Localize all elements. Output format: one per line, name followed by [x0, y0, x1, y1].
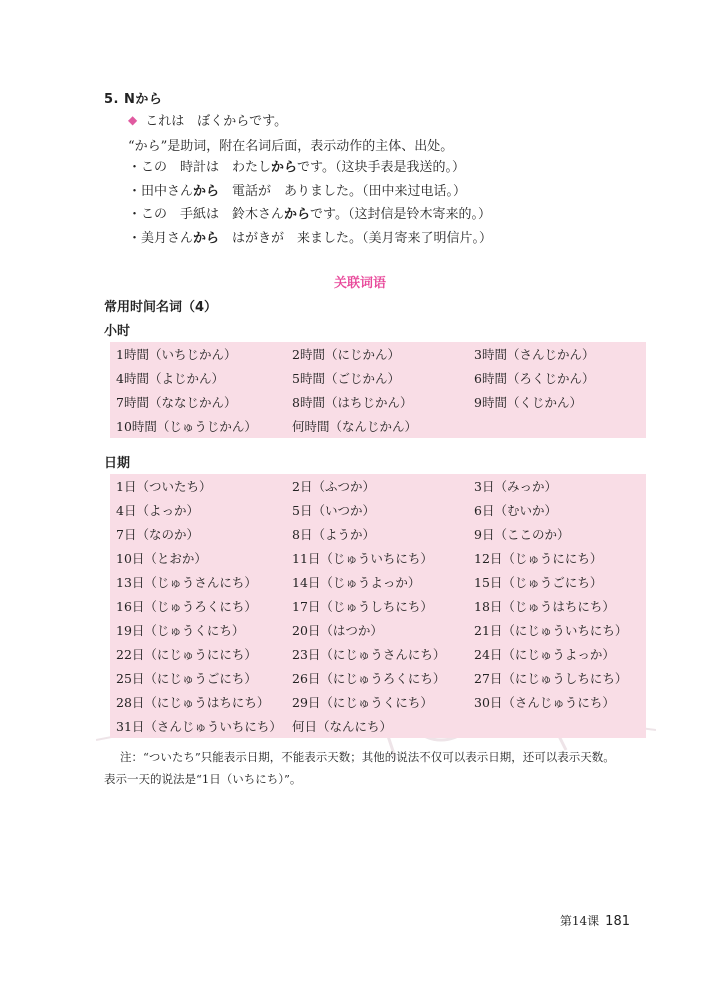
- table-cell: 13日（じゅうさんにち）: [116, 575, 257, 590]
- table-cell: 16日（じゅうろくにち）: [116, 599, 257, 614]
- example-pre: ・この 手紙は 鈴木さん: [128, 207, 285, 222]
- table-cell: 2日（ふつか）: [292, 479, 375, 494]
- table-cell: 何日（なんにち）: [292, 719, 393, 734]
- section-heading: 关联词语: [333, 276, 386, 291]
- table-row: [110, 474, 646, 498]
- table-row: [110, 642, 646, 666]
- example-sentence: [128, 229, 492, 253]
- table-cell: 18日（じゅうはちにち）: [474, 599, 615, 614]
- footnote-line: 表示一天的说法是“1日（いちにち）”。: [104, 772, 302, 786]
- table-cell: 11日（じゅういちにち）: [292, 551, 433, 566]
- table-cell: 12日（じゅうににち）: [474, 551, 603, 566]
- example-post: です。（这块手表是我送的。）: [297, 160, 465, 175]
- example-post: です。（这封信是铃木寄来的。）: [310, 207, 491, 222]
- table-cell: 7日（なのか）: [116, 527, 199, 542]
- table-cell: 4日（よっか）: [116, 503, 199, 518]
- example-post: はがきが 来ました。（美月寄来了明信片。）: [219, 230, 493, 246]
- table-cell: 9時間（くじかん）: [474, 395, 582, 410]
- table-cell: 2時間（にじかん）: [292, 347, 400, 362]
- keyword-kara: から: [271, 160, 298, 175]
- dates-heading: 日期: [104, 456, 131, 471]
- table-row: [110, 522, 646, 546]
- table-cell: 31日（さんじゅういちにち）: [116, 719, 282, 734]
- table-cell: 8日（ようか）: [292, 527, 375, 542]
- table-cell: 30日（さんじゅうにち）: [474, 695, 615, 710]
- table-cell: 29日（にじゅうくにち）: [292, 695, 433, 710]
- table-cell: 5時間（ごじかん）: [292, 371, 400, 386]
- table-cell: 25日（にじゅうごにち）: [116, 671, 257, 686]
- table-cell: 14日（じゅうよっか）: [292, 575, 421, 590]
- example-post: 電話が ありました。（田中来过电话。）: [219, 183, 467, 199]
- table-cell: 24日（にじゅうよっか）: [474, 647, 615, 662]
- table-row: [110, 366, 646, 390]
- table-cell: 8時間（はちじかん）: [292, 395, 413, 410]
- table-cell: 6時間（ろくじかん）: [474, 371, 595, 386]
- table-row: [110, 498, 646, 522]
- hours-heading: 小时: [104, 324, 131, 339]
- table-cell: 9日（ここのか）: [474, 527, 570, 542]
- example-pre: ・この 時計は わたし: [128, 160, 272, 175]
- table-cell: 28日（にじゅうはちにち）: [116, 695, 270, 710]
- grammar-point-title: 5. Nから: [104, 92, 163, 107]
- table-cell: 10日（とおか）: [116, 551, 207, 566]
- example-pre: ・田中さん: [128, 183, 194, 199]
- table-cell: 何時間（なんじかん）: [292, 419, 418, 434]
- hours-table: [110, 342, 646, 438]
- table-cell: 15日（じゅうごにち）: [474, 575, 603, 590]
- example-pre: ・美月さん: [128, 230, 194, 246]
- footnote: [104, 746, 650, 790]
- keyword-kara: から: [193, 183, 220, 199]
- grammar-explanation: “から”是助词，附在名词后面，表示动作的主体、出处。: [128, 139, 454, 154]
- example-list: [128, 158, 492, 252]
- table-cell: 3時間（さんじかん）: [474, 347, 595, 362]
- vocab-subtitle: 常用时间名词（4）: [104, 300, 218, 315]
- table-cell: 20日（はつか）: [292, 623, 383, 638]
- table-cell: 4時間（よじかん）: [116, 371, 224, 386]
- table-cell: 3日（みっか）: [474, 479, 557, 494]
- page-footer: [560, 912, 630, 929]
- table-row: [110, 546, 646, 570]
- table-cell: 23日（にじゅうさんにち）: [292, 647, 446, 662]
- example-sentence: [128, 182, 492, 206]
- table-row: [110, 414, 646, 438]
- keyword-kara: から: [193, 230, 220, 246]
- diamond-bullet-icon: ◆: [128, 112, 138, 127]
- table-row: [110, 594, 646, 618]
- table-cell: 19日（じゅうくにち）: [116, 623, 245, 638]
- lesson-label: 第14课: [559, 914, 600, 928]
- example-sentence: [128, 158, 492, 182]
- table-row: [110, 570, 646, 594]
- table-row: [110, 342, 646, 366]
- main-example: [128, 110, 287, 129]
- table-cell: 6日（むいか）: [474, 503, 557, 518]
- footnote-line: 注：“ついたち”只能表示日期，不能表示天数；其他的说法不仅可以表示日期，还可以表示天数。: [120, 750, 615, 764]
- example-sentence: [128, 205, 492, 229]
- table-row: [110, 390, 646, 414]
- table-cell: 26日（にじゅうろくにち）: [292, 671, 446, 686]
- table-cell: 21日（にじゅういちにち）: [474, 623, 628, 638]
- table-cell: 1日（ついたち）: [116, 479, 212, 494]
- table-cell: 27日（にじゅうしちにち）: [474, 671, 628, 686]
- keyword-kara: から: [284, 207, 311, 222]
- table-cell: 17日（じゅうしちにち）: [292, 599, 433, 614]
- table-cell: 10時間（じゅうじかん）: [116, 419, 257, 434]
- main-example-text: これは ぼくからです。: [145, 114, 288, 129]
- table-row: [110, 666, 646, 690]
- table-cell: 5日（いつか）: [292, 503, 375, 518]
- page-number: 181: [605, 914, 630, 929]
- table-row: [110, 690, 646, 714]
- table-cell: 1時間（いちじかん）: [116, 347, 237, 362]
- table-row: [110, 618, 646, 642]
- table-cell: 7時間（ななじかん）: [116, 395, 237, 410]
- table-cell: 22日（にじゅうににち）: [116, 647, 257, 662]
- table-row: [110, 714, 646, 738]
- dates-table: [110, 474, 646, 738]
